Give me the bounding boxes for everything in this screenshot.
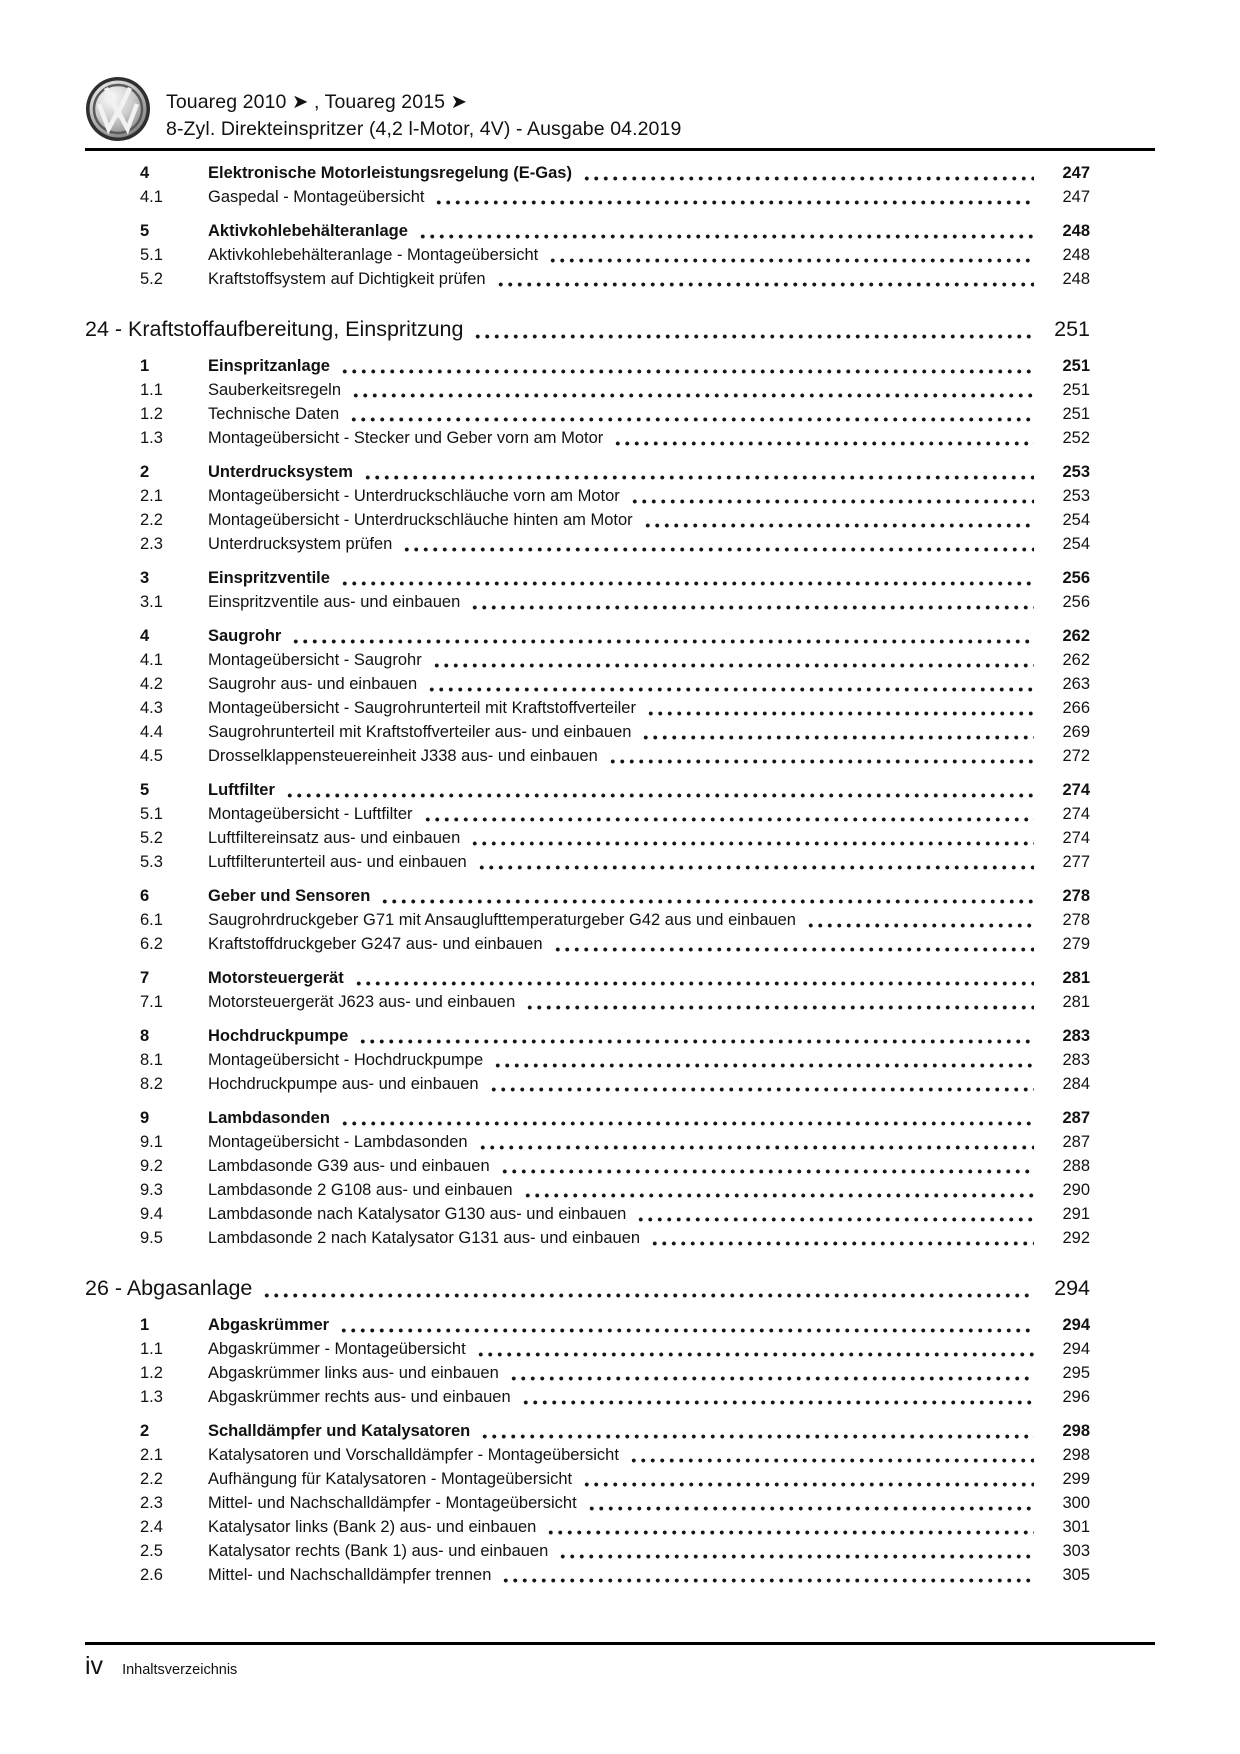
toc-chapter-title: 26 - Abgasanlage bbox=[85, 1276, 253, 1300]
dot-leader bbox=[340, 369, 1034, 374]
toc-entry-title: Lambdasonde 2 nach Katalysator G131 aus- und einbauen bbox=[208, 1229, 641, 1247]
toc-entry-page: 284 bbox=[1062, 1075, 1090, 1093]
dot-leader bbox=[480, 1434, 1034, 1439]
toc-entry-number: 2.3 bbox=[140, 535, 163, 553]
toc-entry-title: Aktivkohlebehälteranlage - Montageübersicht bbox=[208, 246, 539, 264]
toc-entry-page: 278 bbox=[1062, 911, 1090, 929]
toc-entry-number: 9.3 bbox=[140, 1181, 163, 1199]
dot-leader bbox=[493, 1063, 1034, 1068]
toc-entry-page: 254 bbox=[1062, 511, 1090, 529]
dot-leader bbox=[641, 735, 1034, 740]
toc-entry-title: Mittel- und Nachschalldämpfer trennen bbox=[208, 1566, 492, 1584]
toc-entry-title: Montageübersicht - Luftfilter bbox=[208, 805, 413, 823]
toc-entry-title: Abgaskrümmer rechts aus- und einbauen bbox=[208, 1388, 511, 1406]
toc-chapter-row bbox=[85, 1273, 1090, 1303]
dot-leader bbox=[262, 1293, 1034, 1298]
toc-entry-page: 274 bbox=[1062, 805, 1090, 823]
toc-entry-number: 1.3 bbox=[140, 1388, 163, 1406]
toc-entry-number: 2 bbox=[140, 1422, 150, 1440]
toc-entry-row bbox=[85, 484, 1090, 508]
dot-leader bbox=[643, 523, 1034, 528]
toc-entry-row bbox=[85, 354, 1090, 378]
header-edition-line: 8-Zyl. Direkteinspritzer (4,2 l-Motor, 4V) - Ausgabe 04.2019 bbox=[166, 118, 682, 140]
toc-entry-title: Geber und Sensoren bbox=[208, 887, 371, 905]
toc-entry-number: 7 bbox=[140, 969, 150, 987]
toc-entry-number: 5.2 bbox=[140, 829, 163, 847]
toc-entry-row bbox=[85, 1154, 1090, 1178]
dot-leader bbox=[340, 1121, 1034, 1126]
toc-entry-title: Saugrohrunterteil mit Kraftstoffverteiler aus- und einbauen bbox=[208, 723, 632, 741]
toc-entry-title: Saugrohr bbox=[208, 627, 282, 645]
toc-entry-row bbox=[85, 219, 1090, 243]
toc-chapter-row bbox=[85, 314, 1090, 344]
dot-leader bbox=[629, 1458, 1034, 1463]
toc-entry-title: Hochdruckpumpe bbox=[208, 1027, 349, 1045]
toc-entry-number: 1 bbox=[140, 1316, 150, 1334]
toc-entry-page: 251 bbox=[1062, 405, 1090, 423]
toc-entry-title: Kraftstoffdruckgeber G247 aus- und einbauen bbox=[208, 935, 543, 953]
toc-entry-row bbox=[85, 590, 1090, 614]
toc-entry-number: 1.1 bbox=[140, 381, 163, 399]
toc-entry-title: Motorsteuergerät J623 aus- und einbauen bbox=[208, 993, 516, 1011]
toc-entry-title: Mittel- und Nachschalldämpfer - Montageübersicht bbox=[208, 1494, 577, 1512]
toc-entry-page: 294 bbox=[1062, 1340, 1090, 1358]
dot-leader bbox=[418, 234, 1034, 239]
toc-entry-number: 1.3 bbox=[140, 429, 163, 447]
toc-entry-row bbox=[85, 1178, 1090, 1202]
toc-entry-row bbox=[85, 672, 1090, 696]
header-rule bbox=[85, 148, 1155, 151]
toc-entry-number: 2.1 bbox=[140, 1446, 163, 1464]
dot-leader bbox=[650, 1241, 1034, 1246]
toc-entry-number: 5 bbox=[140, 781, 150, 799]
toc-entry-row bbox=[85, 378, 1090, 402]
dot-leader bbox=[402, 547, 1034, 552]
toc-entry-page: 277 bbox=[1062, 853, 1090, 871]
toc-entry-page: 253 bbox=[1062, 487, 1090, 505]
toc-entry-title: Lambdasonde 2 G108 aus- und einbauen bbox=[208, 1181, 513, 1199]
toc-entry-page: 272 bbox=[1062, 747, 1090, 765]
toc-entry-title: Montageübersicht - Saugrohr bbox=[208, 651, 422, 669]
toc-entry-title: Montageübersicht - Stecker und Geber vorn am Motor bbox=[208, 429, 604, 447]
header bbox=[85, 76, 1155, 143]
toc-entry-title: Lambdasonden bbox=[208, 1109, 330, 1127]
header-text bbox=[166, 76, 681, 143]
toc-entry-number: 8.2 bbox=[140, 1075, 163, 1093]
toc-entry-page: 274 bbox=[1062, 781, 1090, 799]
toc-entry-page: 262 bbox=[1062, 627, 1090, 645]
dot-leader bbox=[500, 1169, 1034, 1174]
toc-entry-title: Katalysator rechts (Bank 1) aus- und einbauen bbox=[208, 1542, 549, 1560]
toc-entry-title: Kraftstoffsystem auf Dichtigkeit prüfen bbox=[208, 270, 486, 288]
dot-leader bbox=[351, 393, 1034, 398]
toc-entry-number: 8.1 bbox=[140, 1051, 163, 1069]
dot-leader bbox=[501, 1578, 1034, 1583]
dot-leader bbox=[548, 258, 1034, 263]
toc-entry-number: 1 bbox=[140, 357, 150, 375]
toc-entry-title: Elektronische Motorleistungsregelung (E-Gas) bbox=[208, 164, 572, 182]
toc-entry-number: 1.1 bbox=[140, 1340, 163, 1358]
dot-leader bbox=[354, 981, 1034, 986]
toc-entry-row bbox=[85, 1385, 1090, 1409]
toc-entry-number: 3 bbox=[140, 569, 150, 587]
toc-entry-title: Montageübersicht - Hochdruckpumpe bbox=[208, 1051, 484, 1069]
toc-entry-row bbox=[85, 884, 1090, 908]
toc-entry-number: 4.1 bbox=[140, 651, 163, 669]
toc-entry-number: 2 bbox=[140, 463, 150, 481]
toc-entry-number: 2.2 bbox=[140, 1470, 163, 1488]
toc-entry-row bbox=[85, 1202, 1090, 1226]
toc-entry-title: Saugrohr aus- und einbauen bbox=[208, 675, 418, 693]
toc-entry-row bbox=[85, 850, 1090, 874]
toc-entry-title: Technische Daten bbox=[208, 405, 340, 423]
dot-leader bbox=[423, 817, 1034, 822]
dot-leader bbox=[285, 793, 1034, 798]
dot-leader bbox=[587, 1506, 1034, 1511]
toc-entry-page: 283 bbox=[1062, 1051, 1090, 1069]
toc-entry-number: 2.3 bbox=[140, 1494, 163, 1512]
toc-entry-title: Luftfiltereinsatz aus- und einbauen bbox=[208, 829, 461, 847]
toc-entry-number: 5.1 bbox=[140, 246, 163, 264]
toc-entry-number: 4 bbox=[140, 164, 150, 182]
toc-entry-row bbox=[85, 1539, 1090, 1563]
dot-leader bbox=[553, 947, 1034, 952]
toc-entry-number: 6.1 bbox=[140, 911, 163, 929]
toc-entry-page: 281 bbox=[1062, 969, 1090, 987]
toc-entry-number: 2.4 bbox=[140, 1518, 163, 1536]
toc-entry-number: 2.2 bbox=[140, 511, 163, 529]
toc-entry-title: Montageübersicht - Unterdruckschläuche vorn am Motor bbox=[208, 487, 620, 505]
toc-entry-row bbox=[85, 696, 1090, 720]
toc-entry-page: 292 bbox=[1062, 1229, 1090, 1247]
toc-entry-row bbox=[85, 966, 1090, 990]
toc-entry-page: 305 bbox=[1062, 1566, 1090, 1584]
toc-entry-title: Einspritzanlage bbox=[208, 357, 330, 375]
toc-entry-page: 248 bbox=[1062, 246, 1090, 264]
vw-logo-icon bbox=[85, 76, 151, 142]
toc-entry-row bbox=[85, 566, 1090, 590]
toc-entry-number: 5.1 bbox=[140, 805, 163, 823]
toc-entry-number: 4.1 bbox=[140, 188, 163, 206]
toc-entry-number: 9.4 bbox=[140, 1205, 163, 1223]
dot-leader bbox=[558, 1554, 1034, 1559]
dot-leader bbox=[339, 1328, 1034, 1333]
toc-entry-row bbox=[85, 1419, 1090, 1443]
dot-leader bbox=[470, 605, 1034, 610]
toc-entry-title: Montageübersicht - Saugrohrunterteil mit Kraftstoffverteiler bbox=[208, 699, 636, 717]
toc-entry-row bbox=[85, 778, 1090, 802]
toc-entry-number: 4.3 bbox=[140, 699, 163, 717]
toc-entry-title: Hochdruckpumpe aus- und einbauen bbox=[208, 1075, 479, 1093]
toc-entry-number: 4 bbox=[140, 627, 150, 645]
toc-entry-page: 301 bbox=[1062, 1518, 1090, 1536]
toc-entry-row bbox=[85, 932, 1090, 956]
toc-entry-title: Abgaskrümmer - Montageübersicht bbox=[208, 1340, 466, 1358]
toc-entry-row bbox=[85, 532, 1090, 556]
toc-entry-page: 248 bbox=[1062, 222, 1090, 240]
toc-entry-row bbox=[85, 1130, 1090, 1154]
toc-entry-title: Sauberkeitsregeln bbox=[208, 381, 341, 399]
toc-entry-page: 247 bbox=[1062, 164, 1090, 182]
toc-entry-number: 9 bbox=[140, 1109, 150, 1127]
toc-entry-row bbox=[85, 243, 1090, 267]
toc-entry-row bbox=[85, 1024, 1090, 1048]
toc-entry-page: 281 bbox=[1062, 993, 1090, 1011]
dot-leader bbox=[363, 475, 1034, 480]
toc-entry-number: 4.5 bbox=[140, 747, 163, 765]
toc-entry-page: 269 bbox=[1062, 723, 1090, 741]
toc-entry-number: 9.5 bbox=[140, 1229, 163, 1247]
toc-entry-page: 256 bbox=[1062, 569, 1090, 587]
toc-entry-page: 300 bbox=[1062, 1494, 1090, 1512]
dot-leader bbox=[636, 1217, 1034, 1222]
toc-entry-number: 4.4 bbox=[140, 723, 163, 741]
dot-leader bbox=[630, 499, 1034, 504]
toc-entry-page: 291 bbox=[1062, 1205, 1090, 1223]
toc-entry-row bbox=[85, 624, 1090, 648]
toc-entry-page: 294 bbox=[1062, 1316, 1090, 1334]
toc-entry-title: Einspritzventile bbox=[208, 569, 330, 587]
dot-leader bbox=[380, 899, 1034, 904]
toc-entry-title: Drosselklappensteuereinheit J338 aus- und einbauen bbox=[208, 747, 598, 765]
toc-entry-row bbox=[85, 1106, 1090, 1130]
toc-entry-number: 1.2 bbox=[140, 405, 163, 423]
toc-entry-title: Lambdasonde G39 aus- und einbauen bbox=[208, 1157, 490, 1175]
dot-leader bbox=[358, 1039, 1034, 1044]
toc-entry-page: 263 bbox=[1062, 675, 1090, 693]
toc-entry-row bbox=[85, 1491, 1090, 1515]
dot-leader bbox=[291, 639, 1034, 644]
toc-entry-row bbox=[85, 1337, 1090, 1361]
toc-entry-number: 5.3 bbox=[140, 853, 163, 871]
toc-entry-row bbox=[85, 744, 1090, 768]
toc-entry-number: 5 bbox=[140, 222, 150, 240]
toc-entry-number: 2.1 bbox=[140, 487, 163, 505]
toc-entry-row bbox=[85, 1072, 1090, 1096]
dot-leader bbox=[525, 1005, 1034, 1010]
dot-leader bbox=[806, 923, 1034, 928]
toc-entry-row bbox=[85, 508, 1090, 532]
dot-leader bbox=[489, 1087, 1034, 1092]
dot-leader bbox=[340, 581, 1034, 586]
toc-entry-page: 287 bbox=[1062, 1133, 1090, 1151]
toc-entry-page: 298 bbox=[1062, 1422, 1090, 1440]
toc-chapter-title: 24 - Kraftstoffaufbereitung, Einspritzung bbox=[85, 317, 464, 341]
header-model-line: Touareg 2010 ➤ , Touareg 2015 ➤ bbox=[166, 91, 468, 113]
toc-entry-row bbox=[85, 1443, 1090, 1467]
toc-entry-page: 266 bbox=[1062, 699, 1090, 717]
toc-entry-page: 303 bbox=[1062, 1542, 1090, 1560]
toc-entry-page: 287 bbox=[1062, 1109, 1090, 1127]
toc-entry-row bbox=[85, 720, 1090, 744]
toc-entry-page: 274 bbox=[1062, 829, 1090, 847]
dot-leader bbox=[646, 711, 1034, 716]
toc-entry-page: 251 bbox=[1062, 381, 1090, 399]
toc-entry-number: 2.5 bbox=[140, 1542, 163, 1560]
toc-entry-title: Unterdrucksystem prüfen bbox=[208, 535, 393, 553]
toc-entry-number: 3.1 bbox=[140, 593, 163, 611]
toc-entry-row bbox=[85, 460, 1090, 484]
toc-entry-number: 6.2 bbox=[140, 935, 163, 953]
dot-leader bbox=[582, 1482, 1034, 1487]
toc-entry-page: 254 bbox=[1062, 535, 1090, 553]
dot-leader bbox=[478, 1145, 1034, 1150]
footer-rule bbox=[85, 1642, 1155, 1645]
dot-leader bbox=[470, 841, 1034, 846]
toc-entry-number: 1.2 bbox=[140, 1364, 163, 1382]
dot-leader bbox=[523, 1193, 1034, 1198]
toc-entry-title: Unterdrucksystem bbox=[208, 463, 353, 481]
dot-leader bbox=[476, 1352, 1034, 1357]
dot-leader bbox=[496, 282, 1034, 287]
dot-leader bbox=[349, 417, 1034, 422]
toc-entry-page: 247 bbox=[1062, 188, 1090, 206]
toc-entry-row bbox=[85, 1515, 1090, 1539]
toc-entry-page: 251 bbox=[1054, 317, 1090, 341]
dot-leader bbox=[432, 663, 1034, 668]
toc-entry-page: 295 bbox=[1062, 1364, 1090, 1382]
toc-entry-title: Luftfilterunterteil aus- und einbauen bbox=[208, 853, 467, 871]
toc-entry-page: 253 bbox=[1062, 463, 1090, 481]
toc-entry-title: Aktivkohlebehälteranlage bbox=[208, 222, 408, 240]
dot-leader bbox=[434, 200, 1034, 205]
toc-entry-row bbox=[85, 161, 1090, 185]
toc-entry-row bbox=[85, 826, 1090, 850]
toc-entry-number: 7.1 bbox=[140, 993, 163, 1011]
toc-entry-row bbox=[85, 402, 1090, 426]
toc-entry-page: 278 bbox=[1062, 887, 1090, 905]
toc-entry-row bbox=[85, 990, 1090, 1014]
toc-entry-row bbox=[85, 426, 1090, 450]
toc-entry-number: 8 bbox=[140, 1027, 150, 1045]
toc-entry-page: 279 bbox=[1062, 935, 1090, 953]
toc-entry-title: Montageübersicht - Unterdruckschläuche hinten am Motor bbox=[208, 511, 633, 529]
toc-entry-number: 6 bbox=[140, 887, 150, 905]
dot-leader bbox=[427, 687, 1034, 692]
toc-entry-row bbox=[85, 648, 1090, 672]
dot-leader bbox=[546, 1530, 1034, 1535]
toc-entry-title: Katalysator links (Bank 2) aus- und einbauen bbox=[208, 1518, 537, 1536]
toc-entry-title: Aufhängung für Katalysatoren - Montageübersicht bbox=[208, 1470, 573, 1488]
toc-entry-row bbox=[85, 185, 1090, 209]
toc-entry-title: Luftfilter bbox=[208, 781, 275, 799]
toc-entry-page: 248 bbox=[1062, 270, 1090, 288]
dot-leader bbox=[613, 441, 1034, 446]
dot-leader bbox=[477, 865, 1034, 870]
toc-entry-page: 262 bbox=[1062, 651, 1090, 669]
dot-leader bbox=[521, 1400, 1034, 1405]
toc-entry-row bbox=[85, 1313, 1090, 1337]
toc-entry-row bbox=[85, 1048, 1090, 1072]
toc-entry-number: 2.6 bbox=[140, 1566, 163, 1584]
toc-entry-title: Saugrohrdruckgeber G71 mit Ansauglufttemperaturgeber G42 aus und einbauen bbox=[208, 911, 796, 929]
toc-entry-page: 290 bbox=[1062, 1181, 1090, 1199]
toc-entry-row bbox=[85, 1226, 1090, 1250]
toc-entry-title: Abgaskrümmer links aus- und einbauen bbox=[208, 1364, 499, 1382]
dot-leader bbox=[608, 759, 1034, 764]
toc-entry-number: 4.2 bbox=[140, 675, 163, 693]
toc-entry-row bbox=[85, 1361, 1090, 1385]
toc-entry-title: Abgaskrümmer bbox=[208, 1316, 330, 1334]
toc-entry-page: 256 bbox=[1062, 593, 1090, 611]
toc-entry-page: 283 bbox=[1062, 1027, 1090, 1045]
footer bbox=[85, 1642, 1155, 1681]
toc-entry-title: Katalysatoren und Vorschalldämpfer - Montageübersicht bbox=[208, 1446, 619, 1464]
table-of-contents bbox=[85, 161, 1155, 1587]
toc-entry-row bbox=[85, 802, 1090, 826]
toc-entry-title: Einspritzventile aus- und einbauen bbox=[208, 593, 461, 611]
toc-entry-title: Montageübersicht - Lambdasonden bbox=[208, 1133, 468, 1151]
footer-label: Inhaltsverzeichnis bbox=[122, 1662, 238, 1678]
toc-entry-page: 296 bbox=[1062, 1388, 1090, 1406]
toc-entry-page: 299 bbox=[1062, 1470, 1090, 1488]
dot-leader bbox=[582, 176, 1034, 181]
toc-entry-title: Gaspedal - Montageübersicht bbox=[208, 188, 425, 206]
dot-leader bbox=[473, 334, 1034, 339]
toc-entry-page: 251 bbox=[1062, 357, 1090, 375]
toc-entry-row bbox=[85, 1467, 1090, 1491]
footer-page-number: iv bbox=[85, 1652, 104, 1680]
toc-entry-title: Lambdasonde nach Katalysator G130 aus- und einbauen bbox=[208, 1205, 627, 1223]
toc-entry-page: 252 bbox=[1062, 429, 1090, 447]
toc-entry-row bbox=[85, 908, 1090, 932]
toc-entry-page: 294 bbox=[1054, 1276, 1090, 1300]
toc-entry-row bbox=[85, 267, 1090, 291]
toc-entry-page: 288 bbox=[1062, 1157, 1090, 1175]
toc-entry-number: 9.1 bbox=[140, 1133, 163, 1151]
toc-entry-number: 9.2 bbox=[140, 1157, 163, 1175]
toc-entry-title: Schalldämpfer und Katalysatoren bbox=[208, 1422, 471, 1440]
toc-entry-row bbox=[85, 1563, 1090, 1587]
toc-entry-page: 298 bbox=[1062, 1446, 1090, 1464]
toc-entry-title: Motorsteuergerät bbox=[208, 969, 344, 987]
dot-leader bbox=[509, 1376, 1034, 1381]
toc-entry-number: 5.2 bbox=[140, 270, 163, 288]
